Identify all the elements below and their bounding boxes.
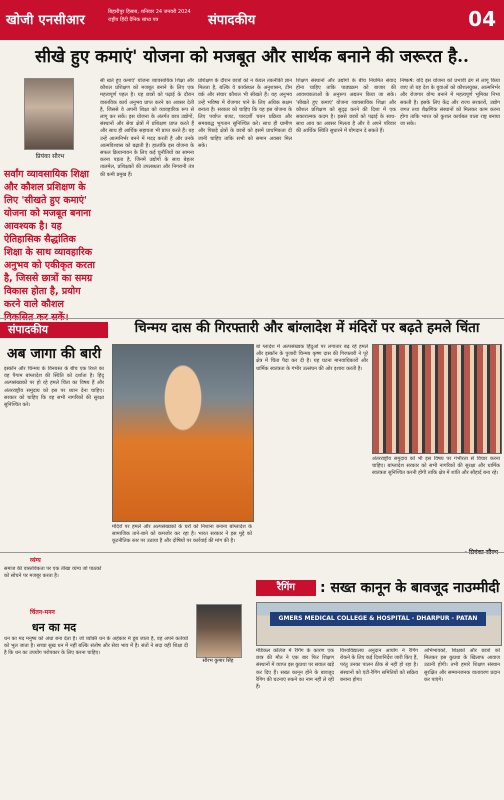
pull-quote: सर्वांग व्यावसायिक शिक्षा और कौशल प्रशिक्षण के लिए 'सीखते हुए कमाएं' योजना को मजबूत बनाना आवश्यक है। यह ऐतिहासिक सैद्धांतिक शिक्षा के साथ व्यावहारिक अनुभव को एकीकृत करता है, जिससे छात्रों का समग्र विकास होता है, प्रयोग करने वाले कौशल (4, 169, 95, 310)
lead-headline: सीखे हुए कमाएं' योजना को मजबूत और सार्थक बनाने की जरूरत है.. (35, 47, 469, 67)
college-sign: GMERS MEDICAL COLLEGE & HOSPITAL - DHARPUR - PATAN (270, 612, 486, 626)
lead-column-3: शिक्षण संस्थानों और उद्योगों के बीच नियमित संवाद होना चाहिए ताकि पाठ्यक्रम को बाजार की आवश्यकताओं के अनुरूप अद्यतन किया जा सके। 'सीखते हुए कमाएं' योजना व्यावसायिक शिक्षा और कौशल प्रशिक्षण को सुदृढ़ करने की दिशा में एक सकारात्मक कदम है। इससे छात्रों को पढ़ाई के साथ-साथ आय का अवसर मिलता है और वे अपने परिवार की आर्थिक स्थिति सुधारने में योगदान दे सकते हैं। (296, 78, 396, 135)
section-title: संपादकीय (208, 13, 256, 28)
lead-column-1: सी खते हुए कमाएं' योजना व्यावसायिक शिक्षा और कौशल प्रशिक्षण को मजबूत बनाने के लिए एक महत्वपूर्ण पहल है। यह छात्रों को पढ़ाई के दौरान वास्तविक कार्य अनुभव प्राप्त करने का अवसर देती है, जिससे वे अपनी शिक्षा को व्यावहारिक रूप से लागू कर सकें। इस योजना के अंतर्गत छात्र उद्योगों, संस्थानों और सेवा क्षेत्रों में प्रशिक्षण प्राप्त करते हैं और साथ ही आर्थिक सहायता भी प्राप्त करते हैं। यह उन्हें आत्मनिर्भर बनने में मदद करती है और उनके आत्मविश्वास को बढ़ाती है। हालांकि इस योजना के सफल क्रियान्वयन के लिए कई चुनौतियों का सामना करना पड़ता है, जिनमें उद्योगों के साथ बेहतर तालमेल, प्रशिक्षकों की उपलब्धता और निगरानी तंत्र की कमी प्रमुख हैं। (100, 78, 194, 178)
vyang-label: व्यंग्य (30, 557, 41, 564)
lead-column-2: प्रशिक्षण के दौरान छात्रों को न केवल तकनीकी ज्ञान मिलता है, बल्कि वे कार्यस्थल के अनुशासन, टीम वर्क और संचार कौशल भी सीखते हैं। यह अनुभव उन्हें भविष्य में रोजगार पाने के लिए अधिक सक्षम बनाता है। सरकार को चाहिए कि वह इस योजना के लिए पर्याप्त बजट, पारदर्शी चयन प्रक्रिया और समयबद्ध भुगतान सुनिश्चित करे। साथ ही ग्रामीण और पिछड़े क्षेत्रों के छात्रों को इसमें प्राथमिकता दी जानी चाहिए ताकि सभी को समान अवसर मिल सके। (198, 78, 292, 149)
masthead-date: बिहारीपुर हिसाब, शनिवार 24 जनवरी 2024 (108, 9, 191, 15)
vyang-body: समाज की वास्तविकता पर एक तीखा व्यंग्य जो पाठकों को सोचने पर मजबूर करता है। (4, 566, 102, 580)
editorial-column-2: मंदिरों पर हमले और अल्पसंख्यकों के घरों को निशाना बनाना बांग्लादेश के सामाजिक ताने-बाने को कमजोर कर रहा है। भारत सरकार ने इस मुद्दे को कूटनीतिक स्तर पर उठाया है और दोषियों पर कार्रवाई की मांग की है। (112, 524, 252, 545)
masthead (0, 0, 504, 40)
ragging-band: रैगिंग (256, 580, 316, 596)
editorial-headline: चिन्मय दास की गिरफ्तारी और बांग्लादेश में मंदिरों पर बढ़ते हमले चिंता (134, 320, 480, 336)
monk-photo (112, 344, 254, 522)
student-photo (196, 604, 242, 658)
masthead-tagline: राष्ट्रीय हिंदी दैनिक सांध्य पत्र (108, 17, 159, 23)
ragging-headline: : सख्त कानून के बावजूद नाउम्मीदी (320, 580, 500, 596)
ragging-column-2: विश्वविद्यालय अनुदान आयोग ने रैगिंग रोकने के लिए कई दिशानिर्देश जारी किए हैं, परंतु उनका पालन ठीक से नहीं हो रहा है। संस्थानों को एंटी-रैगिंग समितियों को सक्रिय बनाना होगा। (340, 648, 418, 683)
dhan-title: धन का मद (31, 621, 77, 634)
author-photo (24, 78, 74, 150)
chintan-label: चिंतन-मनन (30, 609, 55, 616)
dhan-body: धन का मद मनुष्य को अंधा बना देता है। जो व्यक्ति धन के अहंकार में डूब जाता है, वह अपने कर्तव्यों को भूल जाता है। सच्चा सुख धन में नहीं बल्कि संतोष और सेवा भाव में है। संतों ने सदा यही शिक्षा दी है कि धन का उपयोग परोपकार के लिए करना चाहिए। (4, 636, 188, 657)
author-name: प्रियंका सौरभ (35, 153, 65, 160)
ragging-column-1: मेडिकल कॉलेज में रैगिंग के कारण एक छात्र की मौत ने एक बार फिर शिक्षण संस्थानों में व्याप्त इस कुप्रथा पर सवाल खड़े कर दिए हैं। सख्त कानून होने के बावजूद रैगिंग की घटनाएं रुकने का नाम नहीं ले रही हैं। (256, 648, 334, 691)
crowd-photo (372, 344, 502, 454)
left-story-title: अब जागा की बारी (6, 346, 102, 362)
page-number: 04 (468, 7, 496, 31)
ragging-column-3: अभिभावकों, शिक्षकों और छात्रों को मिलकर इस कुप्रथा के खिलाफ आवाज उठानी होगी। तभी हमारे शिक्षण संस्थान सुरक्षित और सम्मानजनक वातावरण प्रदान कर पाएंगे। (424, 648, 500, 683)
editorial-band: संपादकीय (0, 322, 108, 338)
lead-column-4: निष्कर्ष: यदि इस योजना को प्रभावी ढंग से लागू किया जाए तो यह देश के युवाओं को कौशलयुक्त, आत्मनिर्भर और रोजगार योग्य बनाने में महत्वपूर्ण भूमिका निभा सकती है। इसके लिए केंद्र और राज्य सरकारों, उद्योग जगत तथा शैक्षणिक संस्थानों को मिलकर काम करना होगा ताकि भारत को कुशल कार्यबल वाला राष्ट्र बनाया जा सके। (400, 78, 500, 128)
divider (0, 552, 504, 553)
left-story-body: इस्कॉन और चिन्मय के विनयस्त के बीच एक रिश्ते का वह पैगाम बांग्लादेश की स्थिति को दर्शाता है। हिंदू अल्पसंख्यकों पर हो रहे हमले चिंता का विषय हैं और अंतरराष्ट्रीय समुदाय को इस पर ध्यान देना चाहिए। सरकार को चाहिए कि वह सभी नागरिकों की सुरक्षा सुनिश्चित करे। (4, 366, 104, 409)
editorial-column-3: अंतरराष्ट्रीय समुदाय को भी इस विषय पर गंभीरता से विचार करना चाहिए। बांग्लादेश सरकार को सभी नागरिकों की सुरक्षा और धार्मिक स्वतंत्रता सुनिश्चित करनी होगी ताकि क्षेत्र में शांति और सौहार्द बना रहे। (372, 456, 500, 477)
paper-name: खोजी एनसीआर (6, 13, 86, 28)
masthead-meta (108, 8, 191, 24)
student-name: सौरभ कुमार सिंह (202, 658, 234, 664)
editorial-column-1: बां ग्लादेश में अल्पसंख्यक हिंदुओं पर लगातार बढ़ रहे हमले और इस्कॉन के पुजारी चिन्मय कृष्ण दास की गिरफ्तारी ने पूरे क्षेत्र में चिंता पैदा कर दी है। यह घटना मानवाधिकारों और धार्मिक स्वतंत्रता के गंभीर उल्लंघन की ओर इशारा करती है। (256, 344, 368, 372)
